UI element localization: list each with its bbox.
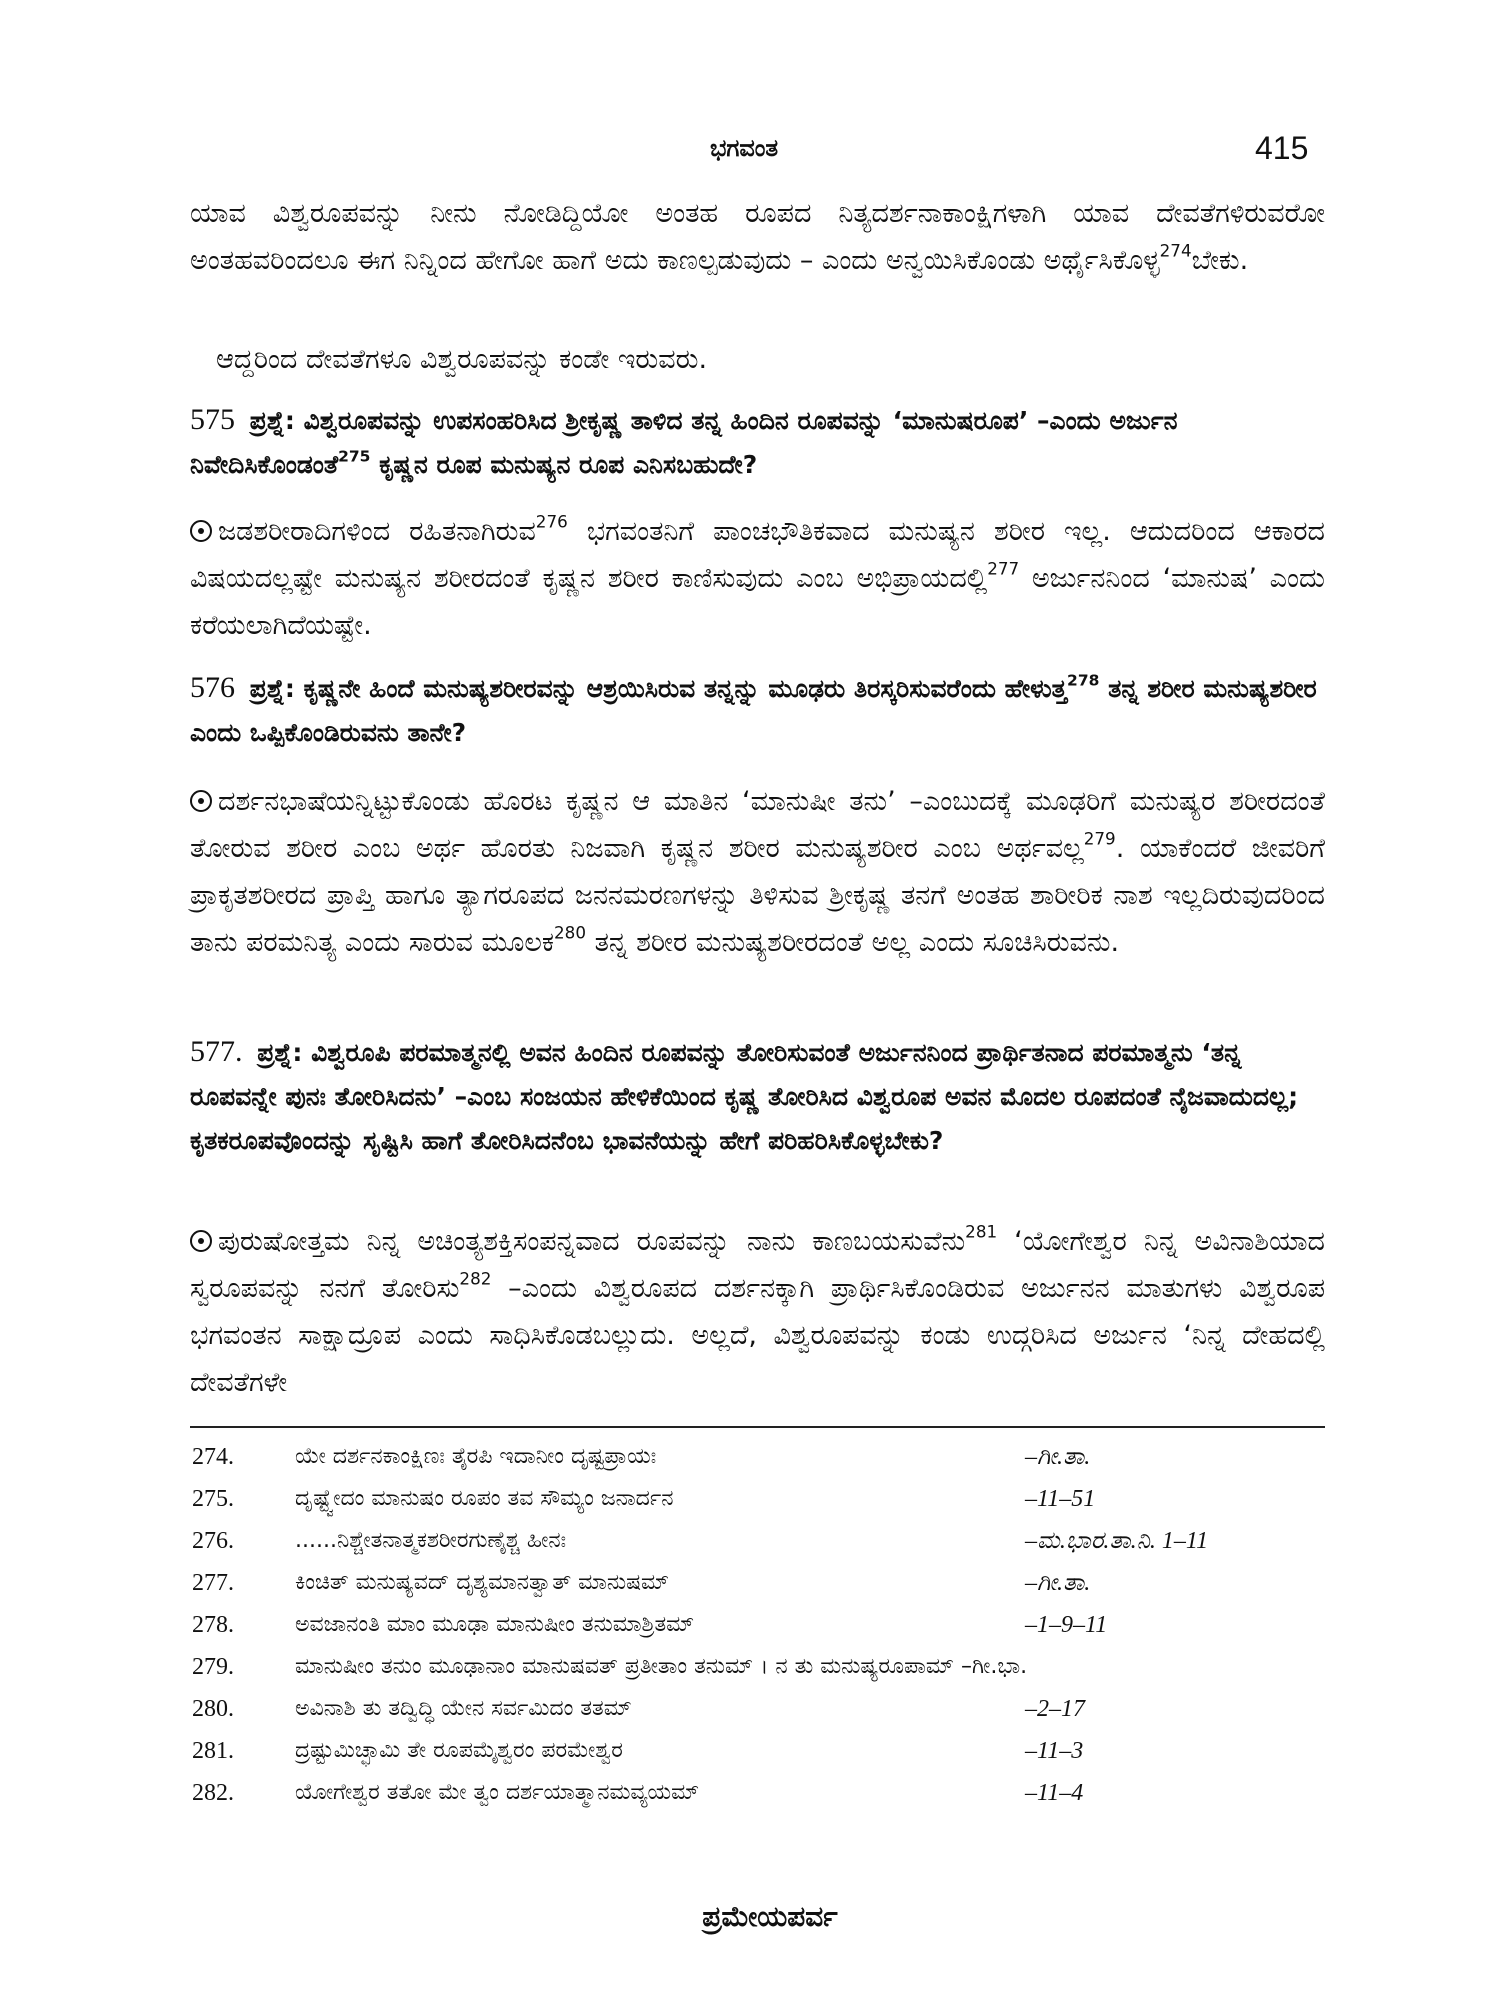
question-text-cont: ತನ್ನ ಶರೀರ ಮನುಷ್ಯಶರೀರ ಎಂದು ಒಪ್ಪಿಕೊಂಡಿರುವನು ತಾನೇ? bbox=[190, 674, 1317, 747]
footnote-text: ಅವಿನಾಶಿ ತು ತದ್ವಿದ್ಧಿ ಯೇನ ಸರ್ವಮಿದಂ ತತಮ್ bbox=[295, 1696, 632, 1721]
footnotes bbox=[190, 1436, 1325, 1814]
question-label: ಪ್ರಶ್ನೆ: bbox=[249, 674, 295, 703]
answer-marker-icon bbox=[190, 520, 212, 542]
answer-text-end: ತನ್ನ ಶರೀರ ಮನುಷ್ಯಶರೀರದಂತೆ ಅಲ್ಲ ಎಂದು ಸೂಚಿಸಿರುವನು. bbox=[585, 927, 1120, 958]
question-576 bbox=[190, 666, 1325, 755]
question-text: ವಿಶ್ವರೂಪಿ ಪರಮಾತ್ಮನಲ್ಲಿ ಅವನ ಹಿಂದಿನ ರೂಪವನ್ನು ತೋರಿಸುವಂತೆ ಅರ್ಜುನನಿಂದ ಪ್ರಾರ್ಥಿತನಾದ ಪರಮಾತ್ಮನು ‘ತನ್ನ ರೂಪವನ್ನೇ ಪುನಃ ತೋರಿಸಿದನು’ –ಎಂಬ ಸಂಜಯನ ಹೇಳಿಕೆಯಿಂದ ಕೃಷ್ಣ ತೋರಿಸಿದ ವಿಶ್ವರೂಪ ಅವನ ಮೊದಲ ರೂಪದಂತೆ ನೈಜವಾದುದಲ್ಲ; ಕೃತಕರೂಪವೊಂದನ್ನು ಸೃಷ್ಟಿಸಿ ಹಾಗೆ ತೋರಿಸಿದನೆಂಬ ಭಾವನೆಯನ್ನು ಹೇಗೆ ಪರಿಹರಿಸಿಕೊಳ್ಳಬೇಕು? bbox=[190, 1038, 1299, 1155]
footnote-text: ಮಾನುಷೀಂ ತನುಂ ಮೂಢಾನಾಂ ಮಾನುಷವತ್ ಪ್ರತೀತಾಂ ತನುಮ್ । ನ ತು ಮನುಷ್ಯರೂಪಾಮ್ –ಗೀ.ಭಾ. bbox=[295, 1654, 1028, 1679]
question-text-cont: ಕೃಷ್ಣನ ರೂಪ ಮನುಷ್ಯನ ರೂಪ ಎನಿಸಬಹುದೇ? bbox=[370, 450, 758, 479]
footnote-number: 274. bbox=[192, 1444, 234, 1470]
footnote-ref[interactable]: 280 bbox=[554, 922, 586, 943]
footnote-ref[interactable]: 281 bbox=[965, 1221, 998, 1242]
footnote-source: –2–17 bbox=[1025, 1696, 1085, 1722]
answer-text-end: ಅರ್ಜುನನಿಂದ ‘ಮಾನುಷ’ ಎಂದು ಕರೆಯಲಾಗಿದೆಯಷ್ಟೇ. bbox=[190, 563, 1325, 641]
intro-paragraph bbox=[190, 190, 1325, 284]
question-text: ವಿಶ್ವರೂಪವನ್ನು ಉಪಸಂಹರಿಸಿದ ಶ್ರೀಕೃಷ್ಣ ತಾಳಿದ ತನ್ನ ಹಿಂದಿನ ರೂಪವನ್ನು ‘ಮಾನುಷರೂಪ’ –ಎಂದು ಅರ್ಜುನ ನಿವೇದಿಸಿಕೊಂಡಂತೆ bbox=[190, 406, 1178, 479]
footnote-source: –ಗೀ.ತಾ. bbox=[1025, 1570, 1091, 1596]
footnote-ref[interactable]: 279 bbox=[1083, 828, 1116, 849]
footnote-ref[interactable]: 278 bbox=[1067, 671, 1100, 690]
footnote-item bbox=[190, 1478, 1325, 1520]
answer-text-cont: ಭಗವಂತನಿಗೆ ಪಾಂಚಭೌತಿಕವಾದ ಮನುಷ್ಯನ ಶರೀರ ಇಲ್ಲ. ಆದುದರಿಂದ ಆಕಾರದ ವಿಷಯದಲ್ಲಷ್ಟೇ ಮನುಷ್ಯನ ಶರೀರದಂತೆ ಕೃಷ್ಣನ ಶರೀರ ಕಾಣಿಸುವುದು ಎಂಬ ಅಭಿಪ್ರಾಯದಲ್ಲಿ bbox=[190, 516, 1325, 594]
question-label: ಪ್ರಶ್ನೆ: bbox=[257, 1038, 303, 1067]
footnote-text: ......ನಿಶ್ಚೇತನಾತ್ಮಕಶರೀರಗುಣೈಶ್ಚ ಹೀನಃ bbox=[295, 1528, 567, 1553]
footnote-number: 280. bbox=[192, 1696, 234, 1722]
answer-text-cont: . ಯಾಕೆಂದರೆ ಜೀವರಿಗೆ ಪ್ರಾಕೃತಶರೀರದ ಪ್ರಾಪ್ತಿ ಹಾಗೂ ತ್ಯಾಗರೂಪದ ಜನನಮರಣಗಳನ್ನು ತಿಳಿಸುವ ಶ್ರೀಕೃಷ್ಣ ತನಗೆ ಅಂತಹ ಶಾರೀರಿಕ ನಾಶ ಇಲ್ಲದಿರುವುದರಿಂದ ತಾನು ಪರಮನಿತ್ಯ ಎಂದು ಸಾರುವ ಮೂಲಕ bbox=[190, 833, 1325, 958]
footnote-text: ದ್ರಷ್ಟುಮಿಚ್ಛಾಮಿ ತೇ ರೂಪಮೈಶ್ವರಂ ಪರಮೇಶ್ವರ bbox=[295, 1738, 623, 1763]
footnote-item bbox=[190, 1772, 1325, 1814]
intro-tail: ಬೇಕು. bbox=[1191, 245, 1249, 276]
question-text: ಕೃಷ್ಣನೇ ಹಿಂದೆ ಮನುಷ್ಯಶರೀರವನ್ನು ಆಶ್ರಯಿಸಿರುವ ತನ್ನನ್ನು ಮೂಢರು ತಿರಸ್ಕರಿಸುವರೆಂದು ಹೇಳುತ್ತ bbox=[303, 674, 1068, 703]
footnote-item bbox=[190, 1520, 1325, 1562]
answer-text: ಪುರುಷೋತ್ತಮ ನಿನ್ನ ಅಚಿಂತ್ಯಶಕ್ತಿಸಂಪನ್ನವಾದ ರೂಪವನ್ನು ನಾನು ಕಾಣಬಯಸುವೆನು bbox=[218, 1226, 966, 1257]
footnote-text: ಯೇ ದರ್ಶನಕಾಂಕ್ಷಿಣಃ ತೈರಪಿ ಇದಾನೀಂ ದೃಷ್ಟಪ್ರಾಯಃ bbox=[295, 1444, 657, 1469]
page-number: 415 bbox=[1255, 130, 1309, 166]
question-577 bbox=[190, 1030, 1325, 1163]
footnote-text: ದೃಷ್ಟ್ವೇದಂ ಮಾನುಷಂ ರೂಪಂ ತವ ಸೌಮ್ಯಂ ಜನಾರ್ದನ bbox=[295, 1486, 674, 1511]
footnote-source: –ಮ.ಭಾರ.ತಾ.ನಿ. 1–11 bbox=[1025, 1528, 1209, 1554]
question-number: 576 bbox=[190, 671, 235, 704]
footnote-text: ಯೋಗೇಶ್ವರ ತತೋ ಮೇ ತ್ವಂ ದರ್ಶಯಾತ್ಮಾನಮವ್ಯಯಮ್ bbox=[295, 1780, 700, 1805]
footnote-number: 282. bbox=[192, 1780, 234, 1806]
answer-text: ದರ್ಶನಭಾಷೆಯನ್ನಿಟ್ಟುಕೊಂಡು ಹೊರಟ ಕೃಷ್ಣನ ಆ ಮಾತಿನ ‘ಮಾನುಷೀ ತನು’ –ಎಂಬುದಕ್ಕೆ ಮೂಢರಿಗೆ ಮನುಷ್ಯರ ಶರೀರದಂತೆ ತೋರುವ ಶರೀರ ಎಂಬ ಅರ್ಥ ಹೊರತು ನಿಜವಾಗಿ ಕೃಷ್ಣನ ಶರೀರ ಮನುಷ್ಯಶರೀರ ಎಂಬ ಅರ್ಥವಲ್ಲ bbox=[190, 786, 1325, 864]
question-575 bbox=[190, 398, 1325, 487]
footnote-number: 277. bbox=[192, 1570, 234, 1596]
footnote-source: –11–51 bbox=[1025, 1486, 1096, 1512]
footnote-number: 278. bbox=[192, 1612, 234, 1638]
footnote-item bbox=[190, 1562, 1325, 1604]
question-number: 575 bbox=[190, 403, 235, 436]
answer-text-cont: ‘ಯೋಗೇಶ್ವರ ನಿನ್ನ ಅವಿನಾಶಿಯಾದ ಸ್ವರೂಪವನ್ನು ನನಗೆ ತೋರಿಸು bbox=[190, 1226, 1325, 1304]
footnote-number: 281. bbox=[192, 1738, 234, 1764]
page-footer bbox=[0, 1900, 1500, 1934]
answer-marker-icon bbox=[190, 790, 212, 812]
footnote-source: –1–9–11 bbox=[1025, 1612, 1108, 1638]
running-title: ಭಗವಂತ bbox=[710, 134, 779, 162]
footnote-item bbox=[190, 1646, 1325, 1688]
footnote-source: –ಗೀ.ತಾ. bbox=[1025, 1444, 1091, 1470]
footnote-number: 276. bbox=[192, 1528, 234, 1554]
page-header bbox=[0, 130, 1500, 170]
footnote-text: ಕಿಂಚಿತ್ ಮನುಷ್ಯವದ್ ದೃಶ್ಯಮಾನತ್ವಾತ್ ಮಾನುಷಮ್ bbox=[295, 1570, 670, 1595]
footnote-text: ಅವಜಾನಂತಿ ಮಾಂ ಮೂಢಾ ಮಾನುಷೀಂ ತನುಮಾಶ್ರಿತಮ್ bbox=[295, 1612, 695, 1637]
answer-577 bbox=[190, 1218, 1325, 1406]
question-number: 577. bbox=[190, 1035, 243, 1068]
footnote-item bbox=[190, 1436, 1325, 1478]
answer-575 bbox=[190, 508, 1325, 649]
footnote-ref[interactable]: 275 bbox=[338, 447, 371, 466]
answer-576 bbox=[190, 778, 1325, 966]
footnote-item bbox=[190, 1604, 1325, 1646]
book-section-title: ಪ್ರಮೇಯಪರ್ವ bbox=[702, 1900, 838, 1933]
footnote-number: 275. bbox=[192, 1486, 234, 1512]
footnote-divider bbox=[190, 1426, 1325, 1428]
answer-text-end: –ಎಂದು ವಿಶ್ವರೂಪದ ದರ್ಶನಕ್ಕಾಗಿ ಪ್ರಾರ್ಥಿಸಿಕೊಂಡಿರುವ ಅರ್ಜುನನ ಮಾತುಗಳು ವಿಶ್ವರೂಪ ಭಗವಂತನ ಸಾಕ್ಷಾದ್ರೂಪ ಎಂದು ಸಾಧಿಸಿಕೊಡಬಲ್ಲುದು. ಅಲ್ಲದೆ, ವಿಶ್ವರೂಪವನ್ನು ಕಂಡು ಉದ್ಗರಿಸಿದ ಅರ್ಜುನ ‘ನಿನ್ನ ದೇಹದಲ್ಲಿ ದೇವತೆಗಳೇ bbox=[190, 1273, 1325, 1398]
footnote-ref[interactable]: 282 bbox=[459, 1268, 492, 1289]
footnote-item bbox=[190, 1730, 1325, 1772]
footnote-ref[interactable]: 276 bbox=[535, 511, 568, 532]
footnote-number: 279. bbox=[192, 1654, 234, 1680]
footnote-source: –11–4 bbox=[1025, 1780, 1084, 1806]
answer-marker-icon bbox=[190, 1230, 212, 1252]
footnote-ref[interactable]: 274 bbox=[1159, 240, 1192, 261]
footnote-ref[interactable]: 277 bbox=[987, 558, 1020, 579]
question-label: ಪ್ರಶ್ನೆ: bbox=[249, 406, 295, 435]
footnote-item bbox=[190, 1688, 1325, 1730]
answer-text: ಜಡಶರೀರಾದಿಗಳಿಂದ ರಹಿತನಾಗಿರುವ bbox=[218, 516, 536, 547]
footnote-source: –11–3 bbox=[1025, 1738, 1084, 1764]
intro-paragraph-2: ಆದ್ದರಿಂದ ದೇವತೆಗಳೂ ವಿಶ್ವರೂಪವನ್ನು ಕಂಡೇ ಇರುವರು. bbox=[216, 344, 708, 375]
intro-text: ಯಾವ ವಿಶ್ವರೂಪವನ್ನು ನೀನು ನೋಡಿದ್ದಿಯೋ ಅಂತಹ ರೂಪದ ನಿತ್ಯದರ್ಶನಾಕಾಂಕ್ಷಿಗಳಾಗಿ ಯಾವ ದೇವತೆಗಳಿರುವರೋ ಅಂತಹವರಿಂದಲೂ ಈಗ ನಿನ್ನಿಂದ ಹೇಗೋ ಹಾಗೆ ಅದು ಕಾಣಲ್ಪಡುವುದು – ಎಂದು ಅನ್ವಯಿಸಿಕೊಂಡು ಅರ್ಥೈಸಿಕೊಳ್ಳ bbox=[190, 198, 1325, 276]
